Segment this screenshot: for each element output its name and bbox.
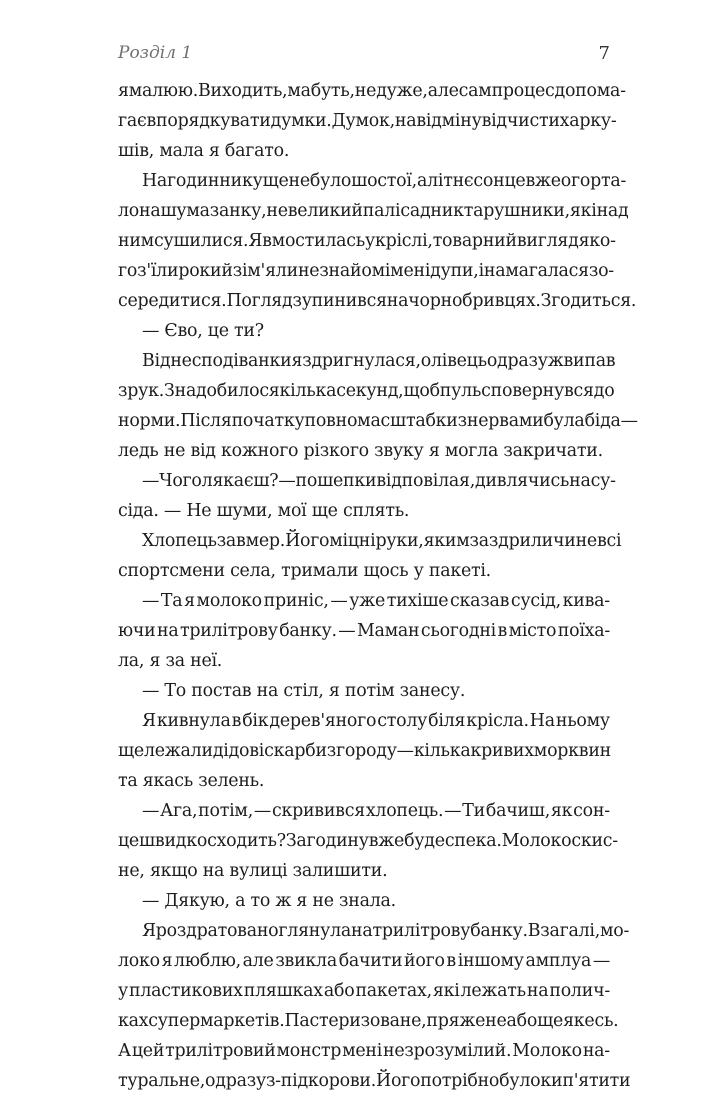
word: мені [342, 1041, 383, 1061]
word: чорнобривцях. [408, 291, 541, 311]
word: біля [428, 711, 466, 731]
word: норми. [118, 411, 181, 431]
word: у [118, 981, 128, 1001]
word: відповіла [376, 471, 459, 491]
word: початку [231, 411, 305, 431]
word: всі [596, 531, 622, 551]
word: локо [118, 951, 160, 971]
word: — [330, 591, 348, 611]
word: Його [376, 1071, 421, 1091]
word: дуже, [376, 81, 428, 101]
text-line [118, 976, 610, 1006]
word: потім, [198, 801, 253, 821]
word: малюю. [128, 81, 198, 101]
word: з [118, 381, 128, 401]
word: потрібно [420, 1071, 500, 1091]
word: палісадник [362, 201, 464, 221]
word: з [457, 411, 467, 431]
word: кілька [413, 741, 471, 761]
word: було [309, 171, 352, 191]
word: мо- [600, 921, 630, 941]
word: Я [248, 231, 263, 251]
word: крісла. [466, 711, 529, 731]
word: несподіванки [170, 351, 292, 371]
word: сонце [473, 171, 526, 191]
word: на- [582, 1041, 610, 1061]
word: морквин [533, 741, 612, 761]
word: супермаркетів. [148, 1011, 285, 1031]
word: зупинився [292, 291, 387, 311]
word: бачити [338, 951, 403, 971]
word: скис- [571, 831, 618, 851]
word: За [285, 831, 307, 851]
word: незрозумілий. [383, 1041, 512, 1061]
word: якесь. [563, 1011, 619, 1031]
word: Та [160, 591, 183, 611]
word: туральне, [118, 1071, 206, 1091]
word: була [543, 411, 585, 431]
word: я [118, 81, 129, 101]
word: трилітрову [372, 921, 471, 941]
word: Хлопець [142, 531, 217, 551]
word: швидко [138, 831, 208, 851]
word: Від [142, 351, 171, 371]
word: люблю, [174, 951, 241, 971]
word: я [184, 591, 195, 611]
text-line [118, 586, 610, 616]
word: звикла [275, 951, 337, 971]
word: хлопець. [365, 801, 444, 821]
text-line [118, 406, 638, 436]
word: пляшках [243, 981, 323, 1001]
word: секунд, [336, 381, 404, 401]
word: — [142, 591, 160, 611]
word: пошепки [295, 471, 377, 491]
word: лежали [143, 741, 213, 761]
word: — [253, 801, 272, 821]
text-line: — Єво, це ти? [142, 321, 264, 341]
word: місто [508, 621, 557, 641]
word: ним [118, 231, 154, 251]
word: допома- [554, 81, 626, 101]
word: — [620, 411, 638, 431]
text-line: сіда. — Не шуми, мої ще сплять. [118, 501, 410, 521]
page-header [118, 38, 610, 68]
text-line [118, 796, 610, 826]
text-line: спортсмени села, тримали щось у пакеті. [118, 561, 491, 581]
word: Виходить, [198, 81, 288, 101]
word: Я [142, 921, 156, 941]
text-line [118, 76, 626, 106]
word: Його [285, 531, 330, 551]
word: поїха- [557, 621, 610, 641]
word: Погляд [226, 291, 293, 311]
word: На [142, 171, 168, 191]
word: Пастеризоване, [284, 1011, 427, 1031]
word: заздрили [469, 531, 553, 551]
word: — [142, 471, 160, 491]
word: повернувся [490, 381, 594, 401]
text-body [118, 76, 638, 1096]
word: приніс, [263, 591, 329, 611]
word: у [365, 231, 375, 251]
word: Маман [356, 621, 420, 641]
word: намагалася [483, 261, 589, 281]
word: товарний [432, 231, 517, 251]
word: тихіше [386, 591, 449, 611]
word: дупи, [430, 261, 479, 281]
word: з [326, 741, 337, 761]
word: не [354, 81, 377, 101]
text-line [118, 826, 618, 856]
word: амплуа [525, 951, 592, 971]
text-line [118, 946, 610, 976]
word: а [416, 171, 428, 191]
text-line [118, 256, 614, 286]
word: до [593, 381, 615, 401]
chapter-title: Розділ 1 [118, 43, 193, 63]
text-line [118, 106, 617, 136]
word: шостої, [351, 171, 417, 191]
text-line [118, 916, 630, 946]
text-line [118, 1036, 610, 1066]
word: міцні [329, 531, 376, 551]
word: столу [377, 711, 428, 731]
text-line [118, 736, 610, 766]
word: пульс [439, 381, 491, 401]
word: я [161, 951, 173, 971]
word: скривився [271, 801, 365, 821]
word: дерев'яного [269, 711, 377, 731]
text-line [118, 166, 627, 196]
word: та [463, 201, 484, 221]
word: цей [131, 1041, 165, 1061]
word: кивнула [156, 711, 231, 731]
word: мабуть, [287, 81, 355, 101]
word: спека. [444, 831, 502, 851]
word: буде [404, 831, 445, 851]
word: я [291, 351, 303, 371]
word: Чого [159, 471, 202, 491]
word: ще [262, 171, 289, 191]
word: кривих [470, 741, 534, 761]
word: випав [563, 351, 616, 371]
word: бік [242, 711, 269, 731]
word: від [481, 111, 507, 131]
word: Молоко [501, 831, 572, 851]
word: скарби [264, 741, 327, 761]
word: роздратовано [155, 921, 279, 941]
text-line [118, 526, 622, 556]
word: молоко [196, 591, 262, 611]
word: городу [336, 741, 397, 761]
word: полич- [549, 981, 610, 1001]
text-line: шів, мала я багато. [118, 141, 290, 161]
word: не [288, 171, 310, 191]
word: або [506, 1011, 538, 1031]
text-line: та якась зелень. [118, 771, 265, 791]
word: кип'ятити [540, 1071, 631, 1091]
word: здригнулася, [302, 351, 421, 371]
word: сам [458, 81, 492, 101]
word: завмер. [216, 531, 286, 551]
word: невеликий [266, 201, 363, 221]
word: Згодиться. [540, 291, 637, 311]
word: годину [306, 831, 369, 851]
word: го [118, 261, 138, 281]
word: процес [491, 81, 555, 101]
word: і [478, 261, 484, 281]
word: повномасштабки [304, 411, 458, 431]
word: су- [590, 471, 616, 491]
word: в [446, 951, 456, 971]
word: які [432, 981, 460, 1001]
word: лежать [460, 981, 526, 1001]
word: на [157, 621, 179, 641]
word: сусід, [510, 591, 561, 611]
word: ючи [118, 621, 156, 641]
word: сушилися. [153, 231, 249, 251]
word: Думок, [331, 111, 395, 131]
word: було [499, 1071, 541, 1091]
word: корови. [307, 1071, 377, 1091]
text-line [118, 616, 610, 646]
word: пакетах, [355, 981, 432, 1001]
word: — [444, 801, 462, 821]
word: вмостилась [262, 231, 365, 251]
text-line [118, 706, 610, 736]
word: рук. [127, 381, 165, 401]
word: вже [368, 831, 405, 851]
word: з-під [265, 1071, 308, 1091]
word: — [592, 951, 610, 971]
text-line [118, 196, 629, 226]
word: вигляд [516, 231, 579, 251]
text-line [118, 376, 615, 406]
word: пряжене [426, 1011, 507, 1031]
word: трилітрову [179, 621, 278, 641]
word: олівець [420, 351, 487, 371]
word: сон- [573, 801, 610, 821]
word: чистих [506, 111, 570, 131]
word: середитися. [118, 291, 227, 311]
word: — [396, 741, 414, 761]
word: Молоко [512, 1041, 582, 1061]
word: А [118, 1041, 131, 1061]
word: чи [552, 531, 576, 551]
word: на [394, 111, 417, 131]
word: над [596, 201, 629, 221]
word: нашу [139, 201, 187, 221]
word: — [338, 621, 356, 641]
word: дивлячись [475, 471, 570, 491]
word: й [221, 261, 233, 281]
word: біда [584, 411, 621, 431]
word: або [323, 981, 355, 1001]
word: банку. [279, 621, 337, 641]
word: трилітровий [165, 1041, 276, 1061]
word: відміну [416, 111, 482, 131]
word: на [569, 471, 591, 491]
word: яким [423, 531, 470, 551]
word: ках [118, 1011, 149, 1031]
word: але [427, 81, 459, 101]
word: зо- [588, 261, 614, 281]
text-line [118, 1066, 631, 1096]
text-line [118, 1006, 619, 1036]
word: які [569, 201, 597, 221]
word: руки, [375, 531, 424, 551]
word: сьогодні [420, 621, 496, 641]
word: ще [537, 1011, 564, 1031]
word: на [526, 981, 549, 1001]
word: ще [118, 741, 144, 761]
word: в [497, 621, 508, 641]
text-line [118, 466, 616, 496]
word: з'їли [137, 261, 179, 281]
word: Після [180, 411, 232, 431]
word: я, [459, 471, 475, 491]
word: глянула [278, 921, 352, 941]
word: впорядкувати [146, 111, 271, 131]
word: щоб [403, 381, 440, 401]
word: мені [390, 261, 431, 281]
word: ло [118, 201, 140, 221]
word: це [118, 831, 139, 851]
word: але [242, 951, 274, 971]
word: — [142, 801, 160, 821]
word: яко- [578, 231, 616, 251]
word: роки [178, 261, 222, 281]
word: сходить? [207, 831, 286, 851]
word: Я [142, 711, 156, 731]
word: рушники, [483, 201, 570, 221]
word: одразу [205, 1071, 266, 1091]
text-line: ледь не від кожного різкого звуку я могла закричати. [118, 441, 603, 461]
word: зім'яли [232, 261, 298, 281]
word: пластикових [129, 981, 243, 1001]
word: На [529, 711, 555, 731]
word: годиннику [167, 171, 263, 191]
word: літнє [427, 171, 474, 191]
page-number: 7 [598, 42, 610, 64]
word: кілька [279, 381, 337, 401]
word: сказав [450, 591, 510, 611]
word: гає [118, 111, 147, 131]
word: арку- [569, 111, 617, 131]
word: незнайомі [297, 261, 391, 281]
word: дідові [212, 741, 265, 761]
word: лякаєш? [201, 471, 279, 491]
word: Знадобилося [164, 381, 280, 401]
word: — [278, 471, 296, 491]
text-line: ла, я за неї. [118, 651, 223, 671]
word: уже [349, 591, 386, 611]
word: на [351, 921, 373, 941]
word: ж [547, 351, 564, 371]
text-line [118, 226, 616, 256]
word: як [550, 801, 573, 821]
word: мазанку, [186, 201, 267, 221]
word: огорта- [560, 171, 627, 191]
word: Ага, [160, 801, 198, 821]
word: нервами [466, 411, 544, 431]
word: кива- [562, 591, 610, 611]
text-line: — То постав на стіл, я потім занесу. [142, 681, 466, 701]
text-line [118, 346, 616, 376]
word: ньому [555, 711, 610, 731]
text-line: — Дякую, а то ж я не знала. [142, 891, 396, 911]
text-line: не, якщо на вулиці залишити. [118, 861, 388, 881]
word: на [386, 291, 409, 311]
word: в [231, 711, 242, 731]
word: його [404, 951, 445, 971]
word: монстр [276, 1041, 342, 1061]
word: думки. [270, 111, 332, 131]
word: бачиш, [485, 801, 550, 821]
word: Взагалі, [527, 921, 601, 941]
word: не [575, 531, 597, 551]
word: банку. [470, 921, 528, 941]
word: кріслі, [374, 231, 433, 251]
word: одразу [486, 351, 548, 371]
word: вже [525, 171, 561, 191]
word: Ти [462, 801, 485, 821]
text-line [118, 286, 637, 316]
word: іншому [457, 951, 524, 971]
